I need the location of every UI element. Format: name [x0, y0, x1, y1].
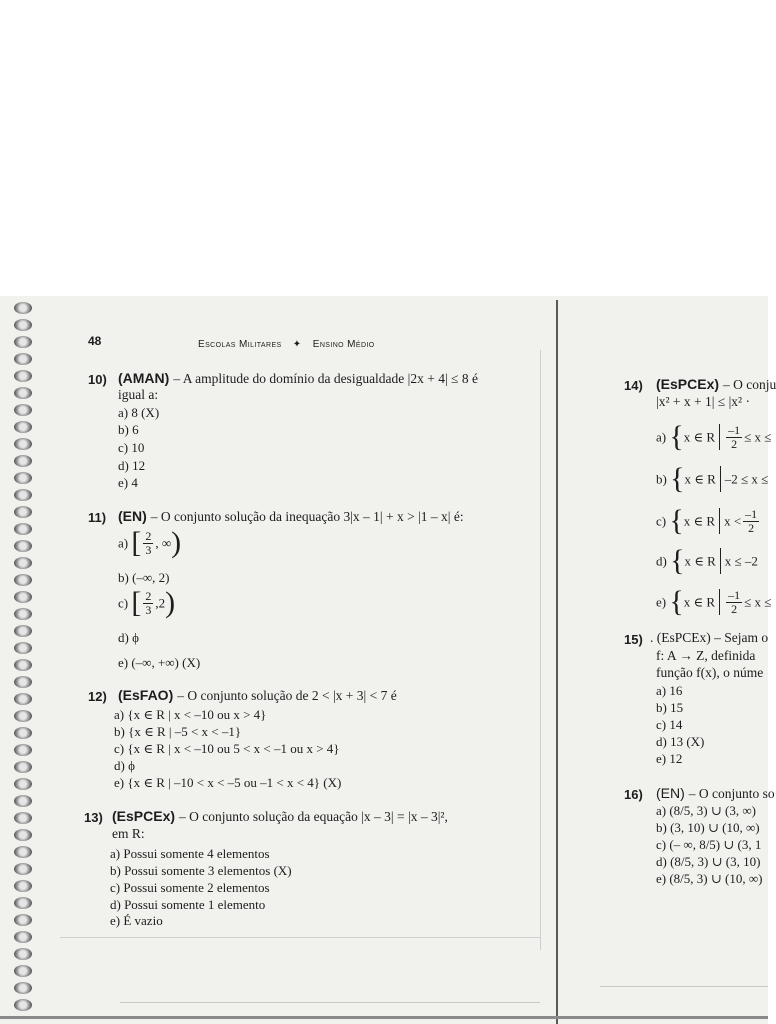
spiral-ring	[14, 574, 32, 586]
question-number: 11)	[88, 510, 107, 525]
spiral-ring	[14, 608, 32, 620]
scan-artifact-line	[120, 1002, 540, 1003]
scan-artifact-line	[600, 986, 768, 987]
spiral-ring	[14, 353, 32, 365]
question-text: – O conjunto solução da equação |x – 3| = |x – 3|²,	[179, 809, 448, 824]
spiral-ring	[14, 387, 32, 399]
option-d: d) 13 (X)	[656, 734, 705, 749]
question-number: 13)	[84, 810, 103, 825]
option-c: c) 14	[656, 717, 683, 732]
page-spine	[556, 300, 558, 1024]
option-b: b) Possui somente 3 elementos (X)	[110, 863, 292, 878]
header-left: Escolas Militares	[198, 339, 282, 350]
question-stem: . (EsPCEx) – Sejam o	[650, 630, 769, 645]
question-source: (EN)	[656, 785, 685, 801]
page-number: 48	[88, 334, 102, 348]
spiral-ring	[14, 999, 32, 1011]
spiral-ring	[14, 710, 32, 722]
question-number: 10)	[88, 372, 107, 387]
spiral-ring	[14, 506, 32, 518]
spiral-binding	[0, 296, 40, 1024]
question-number: 14)	[624, 378, 643, 393]
option-b: b) (3, 10) ∪ (10, ∞)	[656, 820, 760, 835]
option-b: b) (–∞, 2)	[118, 570, 170, 585]
question-text: – O conjunto so	[688, 786, 775, 801]
option-e: e) (–∞, +∞) (X)	[118, 655, 201, 670]
option-e: e) 12	[656, 751, 683, 766]
question-stem	[118, 687, 397, 705]
option-a: a) (8/5, 3) ∪ (3, ∞)	[656, 803, 756, 818]
header-right: Ensino Médio	[312, 339, 375, 350]
spiral-ring	[14, 863, 32, 875]
question-text-cont: em R:	[112, 826, 145, 841]
spiral-ring	[14, 625, 32, 637]
spiral-ring	[14, 982, 32, 994]
option-d: d) {x ∈ R x ≤ –2	[656, 544, 758, 577]
spiral-ring	[14, 778, 32, 790]
spiral-ring	[14, 931, 32, 943]
question-source: (EsPCEx)	[112, 808, 176, 824]
spiral-ring	[14, 795, 32, 807]
spiral-ring	[14, 948, 32, 960]
question-line-2: f: A → Z, definida	[656, 648, 756, 663]
option-c: c) [ $\frac{2}{3}$ ,2)	[118, 586, 176, 619]
spiral-ring	[14, 455, 32, 467]
spiral-ring	[14, 642, 32, 654]
spiral-ring	[14, 489, 32, 501]
question-text: – O conjunto solução de 2 < |x + 3| < 7 é	[177, 688, 397, 703]
question-line-3: função f(x), o núme	[656, 665, 764, 680]
running-header	[198, 339, 375, 350]
spiral-ring	[14, 421, 32, 433]
question-stem	[118, 508, 464, 526]
spiral-ring	[14, 965, 32, 977]
option-e: e) 4	[118, 475, 138, 490]
question-stem	[656, 376, 776, 394]
spiral-ring	[14, 880, 32, 892]
header-separator: ✦	[292, 339, 302, 350]
option-c: c) {x ∈ R | x < –10 ou 5 < x < –1 ou x > 4}	[114, 741, 340, 756]
option-d: d) ϕ	[114, 758, 135, 773]
option-e: e) {x ∈ R | –10 < x < –5 ou –1 < x < 4} (X)	[114, 775, 342, 790]
option-d: d) ϕ	[118, 630, 139, 645]
option-b: b) {x ∈ R –2 ≤ x ≤	[656, 462, 769, 495]
question-number: 15)	[624, 632, 643, 647]
option-e: e) (8/5, 3) ∪ (10, ∞)	[656, 871, 763, 886]
option-d: d) (8/5, 3) ∪ (3, 10)	[656, 854, 761, 869]
spiral-ring	[14, 761, 32, 773]
option-c: c) Possui somente 2 elementos	[110, 880, 270, 895]
spiral-ring	[14, 557, 32, 569]
question-text: – O conjunto solução da inequação 3|x – 1| + x > |1 – x| é:	[150, 509, 464, 524]
spiral-ring	[14, 914, 32, 926]
option-b: b) 15	[656, 700, 684, 715]
option-a: a) 16	[656, 683, 683, 698]
scan-artifact-line	[540, 350, 541, 950]
option-c: c) (– ∞, 8/5) ∪ (3, 1	[656, 837, 762, 852]
option-d: d) Possui somente 1 elemento	[110, 897, 266, 912]
question-source: (EsPCEx)	[656, 376, 720, 392]
question-stem	[112, 808, 448, 826]
question-text-cont: igual a:	[118, 387, 159, 402]
spiral-ring	[14, 897, 32, 909]
question-number: 12)	[88, 689, 107, 704]
spiral-ring	[14, 676, 32, 688]
option-a: a) {x ∈ R | x < –10 ou x > 4}	[114, 707, 267, 722]
option-a: a) {x ∈ R $\frac{-1}{2}$ ≤ x ≤	[656, 420, 772, 453]
question-number: 16)	[624, 787, 643, 802]
spiral-ring	[14, 370, 32, 382]
spiral-ring	[14, 693, 32, 705]
spiral-ring	[14, 846, 32, 858]
question-source: (EN)	[118, 508, 147, 524]
question-text: – O conju	[723, 377, 776, 392]
option-c: c) 10	[118, 440, 145, 455]
spiral-ring	[14, 472, 32, 484]
spiral-ring	[14, 659, 32, 671]
spiral-ring	[14, 540, 32, 552]
question-text: – A amplitude do domínio da desigualdade |2x + 4| ≤ 8 é	[173, 371, 478, 386]
question-source: (AMAN)	[118, 370, 170, 386]
option-e: e) É vazio	[110, 913, 163, 928]
question-text-cont: |x² + x + 1| ≤ |x² ·	[656, 394, 750, 409]
option-b: b) {x ∈ R | –5 < x < –1}	[114, 724, 242, 739]
scan-artifact-line	[60, 937, 540, 938]
question-source: (EsFAO)	[118, 687, 174, 703]
spiral-ring	[14, 302, 32, 314]
question-stem	[118, 370, 478, 388]
question-stem	[656, 785, 775, 803]
option-a: a) Possui somente 4 elementos	[110, 846, 270, 861]
spiral-ring	[14, 591, 32, 603]
scan-edge	[0, 1016, 768, 1019]
spiral-ring	[14, 319, 32, 331]
spiral-ring	[14, 744, 32, 756]
spiral-ring	[14, 829, 32, 841]
option-c: c) {x ∈ R x < $\frac{-1}{2}$	[656, 504, 758, 537]
option-a: a) [ $\frac{2}{3}$ , ∞)	[118, 526, 182, 559]
option-d: d) 12	[118, 458, 146, 473]
option-b: b) 6	[118, 422, 139, 437]
spiral-ring	[14, 523, 32, 535]
option-e: e) {x ∈ R $\frac{-1}{2}$ ≤ x ≤	[656, 585, 772, 618]
spiral-ring	[14, 336, 32, 348]
spiral-ring	[14, 404, 32, 416]
option-a: a) 8 (X)	[118, 405, 160, 420]
spiral-ring	[14, 438, 32, 450]
spiral-ring	[14, 812, 32, 824]
spiral-ring	[14, 727, 32, 739]
